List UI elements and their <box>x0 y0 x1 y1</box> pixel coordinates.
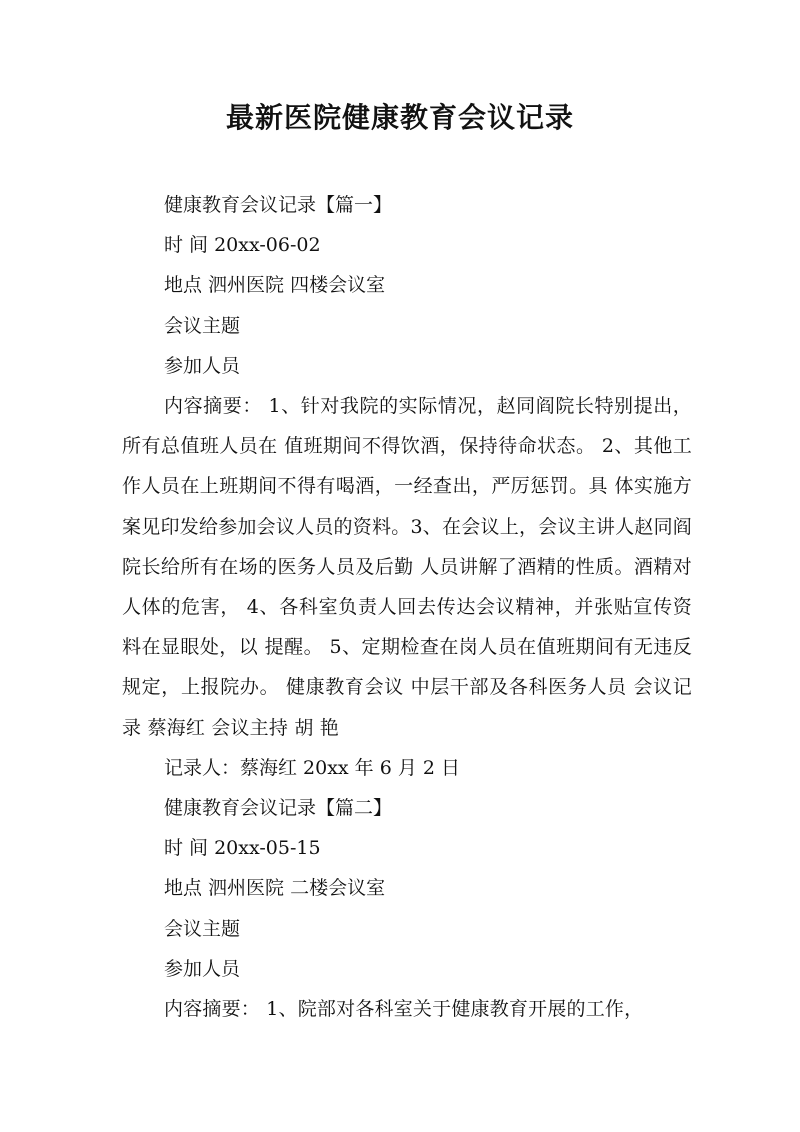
document-body <box>122 185 692 1029</box>
section1-recorder: 记录人：蔡海红 20xx 年 6 月 2 日 <box>164 756 461 779</box>
section2-time: 时 间 20xx-05-15 <box>164 837 321 860</box>
section1-location: 地点 泗州医院 四楼会议室 <box>164 274 386 297</box>
section1-heading: 健康教育会议记录【篇一】 <box>164 194 393 216</box>
section2-location: 地点 泗州医院 二楼会议室 <box>164 877 386 900</box>
section2-summary: 内容摘要： 1、院部对各科室关于健康教育开展的工作， <box>164 998 644 1021</box>
section2-heading: 健康教育会议记录【篇二】 <box>164 797 393 820</box>
section1-summary: 内容摘要： 1、针对我院的实际情况，赵同阎院长特别提出，所有总值班人员在 值班期间不得饮酒，保持待命状态。 2、其他工作人员在上班期间不得有喝酒，一经查出，严厉惩罚。具 体实施方案见印发给参加会议人员的资料。3、在会议上，会议主讲人赵同阎院长给所有在场的医务人员及后勤 人员讲解了酒精的性质。酒精对人体的危害， 4、各科室负责人回去传达会议精神，并张贴宣传资料在显眼处，以 提醒。 5、定期检查在岗人员在值班期间有无违反规定，上报院办。 健康教育会议 中层干部及各科医务人员 会议记录 蔡海红 会议主持 胡 艳 <box>122 395 692 739</box>
section2-topic: 会议主题 <box>164 917 241 940</box>
section1-participants: 参加人员 <box>164 354 241 377</box>
section1-time: 时 间 20xx-06-02 <box>164 234 321 257</box>
section1-topic: 会议主题 <box>164 314 241 337</box>
document-title: 最新医院健康教育会议记录 <box>225 101 574 134</box>
section2-participants: 参加人员 <box>164 957 241 980</box>
